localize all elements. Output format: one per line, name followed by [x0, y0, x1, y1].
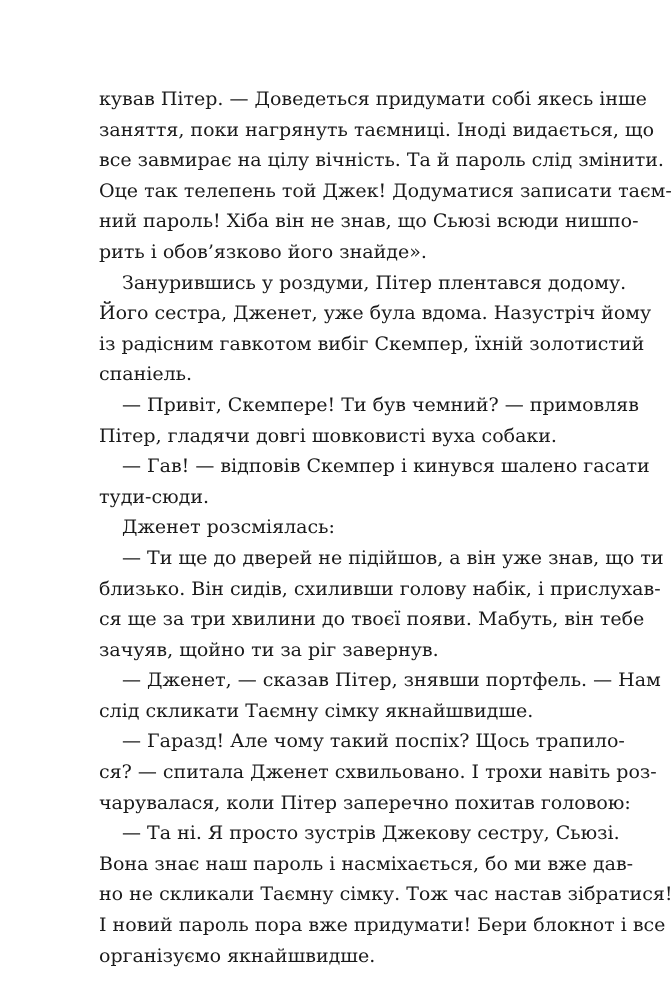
text-line: — Ти ще до дверей не підійшов, а він уже знав, що ти: [122, 546, 664, 569]
text-line: — Та ні. Я просто зустрів Джекову сестру, Сьюзі.: [122, 822, 620, 845]
text-line: спаніель.: [99, 363, 193, 386]
text-line: — Гав! — відповів Скемпер і кинувся шалено гасати: [122, 455, 650, 478]
text-line: ний пароль! Хіба він не знав, що Сьюзі всюди нишпо-: [99, 210, 639, 233]
text-line: — Дженет, — сказав Пітер, знявши портфель. — Нам: [122, 669, 661, 692]
text-line: зачуяв, щойно ти за ріг завернув.: [99, 638, 439, 661]
text-line: ся ще за три хвилини до твоєї появи. Мабуть, він тебе: [99, 608, 645, 631]
text-line: Оце так телепень той Джек! Додуматися записати таєм-: [99, 179, 672, 202]
body-text: [99, 84, 672, 971]
text-line: все завмирає на цілу вічність. Та й пароль слід змінити.: [99, 149, 664, 172]
text-line: туди-сюди.: [99, 485, 210, 508]
text-line: ся? — спитала Дженет схвильовано. І трохи навіть роз-: [99, 761, 657, 784]
text-line: Занурившись у роздуми, Пітер плентався додому.: [122, 271, 627, 294]
text-line: — Гаразд! Але чому такий поспіх? Щось трапило-: [122, 730, 625, 753]
text-line: — Привіт, Скемпере! Ти був чемний? — примовляв: [122, 393, 639, 416]
text-line: Дженет розсміялась:: [122, 516, 335, 539]
text-line: Пітер, гладячи довгі шовковисті вуха собаки.: [99, 424, 557, 447]
text-line: І новий пароль пора вже придумати! Бери блокнот і все: [99, 914, 666, 937]
text-line: кував Пітер. — Доведеться придумати собі якесь інше: [99, 88, 647, 110]
text-line: із радісним гавкотом вибіг Скемпер, їхній золотистий: [99, 332, 645, 355]
text-line: Вона знає наш пароль і насміхається, бо ми вже дав-: [99, 852, 634, 875]
text-line: но не скликали Таємну сімку. Тож час настав зібратися!: [99, 883, 672, 906]
text-line: близько. Він сидів, схиливши голову набік, і прислухав-: [99, 577, 661, 600]
text-line: заняття, поки нагрянуть таємниці. Іноді видається, що: [99, 118, 655, 141]
text-line: рить і обов’язково його знайде».: [99, 240, 427, 263]
text-line: слід скликати Таємну сімку якнайшвидше.: [99, 699, 534, 722]
text-line: Його сестра, Дженет, уже була вдома. Назустріч йому: [99, 302, 652, 325]
text-line: чарувалася, коли Пітер заперечно похитав головою:: [99, 791, 631, 814]
text-line: організуємо якнайшвидше.: [99, 944, 376, 967]
